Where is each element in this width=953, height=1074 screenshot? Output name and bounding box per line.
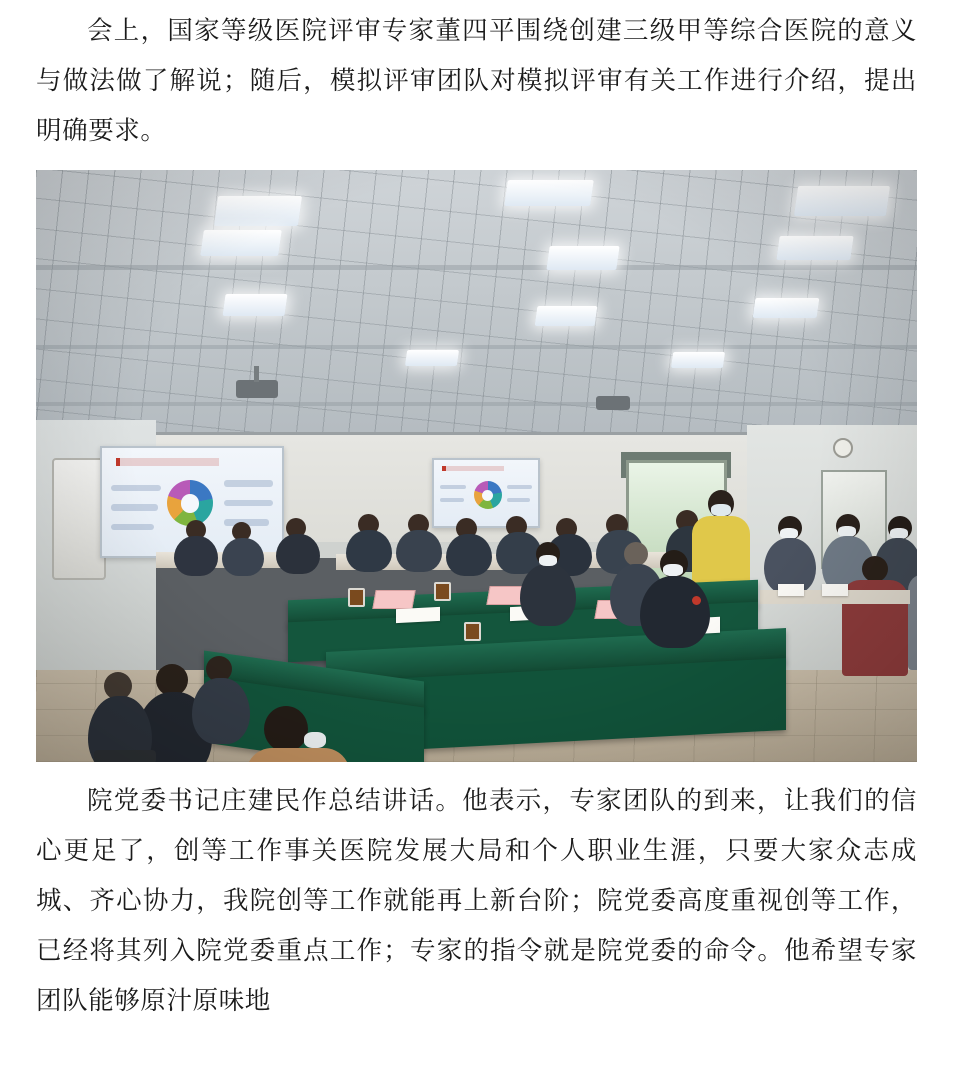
name-plate — [372, 590, 415, 609]
paragraph-below-photo: 院党委书记庄建民作总结讲话。他表示，专家团队的到来，让我们的信心更足了，创等工作事关医院发展大局和个人职业生涯，只要大家众志成城、齐心协力，我院创等工作就能再上新台阶；院党委高度重视创等工作，已经将其列入院党委重点工作；专家的指令就是院党委的命令。他希望专家团队能够原汁原味地 — [36, 786, 917, 1015]
ceiling-beam-2 — [36, 345, 917, 349]
paragraph-above-photo: 会上，国家等级医院评审专家董四平围绕创建三级甲等综合医院的意义与做法做了解说；随后，模拟评审团队对模拟评审有关工作进行介绍，提出明确要求。 — [36, 16, 917, 145]
attendee-head — [862, 556, 888, 582]
foreground-woman-body — [246, 748, 350, 762]
document-paper — [822, 584, 848, 596]
slide-bullet — [224, 480, 273, 486]
ceiling-light — [222, 294, 287, 316]
attendee-body — [520, 564, 576, 626]
ceiling-light — [200, 230, 282, 256]
slide-donut-chart — [474, 481, 502, 509]
face-mask — [711, 504, 731, 516]
air-conditioner — [52, 458, 106, 580]
attendee-body — [396, 530, 442, 572]
ceiling-light — [405, 350, 459, 366]
document-paper — [396, 607, 440, 623]
slide-bullet — [111, 524, 154, 530]
photo-scene — [36, 170, 917, 762]
attendee-head — [624, 542, 648, 566]
ceiling-light — [504, 180, 594, 206]
document-paper — [778, 584, 804, 596]
tea-cup — [348, 588, 365, 607]
tea-cup — [434, 582, 451, 601]
attendee-body — [192, 678, 250, 744]
ceiling-light — [753, 298, 820, 318]
slide-bullet — [440, 498, 464, 502]
meeting-room-photo — [36, 170, 917, 762]
ceiling-light — [546, 246, 619, 270]
projection-screen-secondary — [432, 458, 540, 528]
slide-bullet — [507, 498, 530, 502]
attendee-body — [174, 536, 218, 576]
ceiling-light — [214, 196, 302, 226]
projector-mount — [254, 366, 259, 382]
slide-title-bar — [442, 466, 503, 471]
face-mask — [304, 732, 326, 748]
attendee-body — [446, 534, 492, 576]
slide-bullet — [440, 485, 466, 489]
ceiling-light — [535, 306, 598, 326]
projector — [236, 380, 278, 398]
chair — [94, 750, 156, 762]
foreground-woman-head — [264, 706, 308, 752]
projector-secondary — [596, 396, 630, 410]
attendee-body — [640, 576, 710, 648]
slide-donut-chart — [167, 480, 213, 526]
slide-bullet — [111, 485, 161, 491]
attendee-body — [276, 534, 320, 574]
ceiling-light — [794, 186, 890, 216]
wall-clock — [833, 438, 853, 458]
ceiling-beam-1 — [36, 265, 917, 270]
tea-cup — [464, 622, 481, 641]
red-badge — [692, 596, 701, 605]
slide-bullet — [111, 504, 158, 510]
attendee-body — [346, 530, 392, 572]
face-mask — [663, 564, 683, 576]
slide-title-bar — [116, 458, 219, 467]
face-mask — [539, 555, 557, 566]
ceiling-light — [776, 236, 853, 260]
ceiling-beam-3 — [36, 402, 917, 406]
attendee-body — [222, 538, 264, 576]
ceiling-light — [671, 352, 725, 368]
slide-bullet — [224, 500, 273, 506]
attendee-body — [908, 574, 917, 670]
slide-bullet — [507, 485, 532, 489]
